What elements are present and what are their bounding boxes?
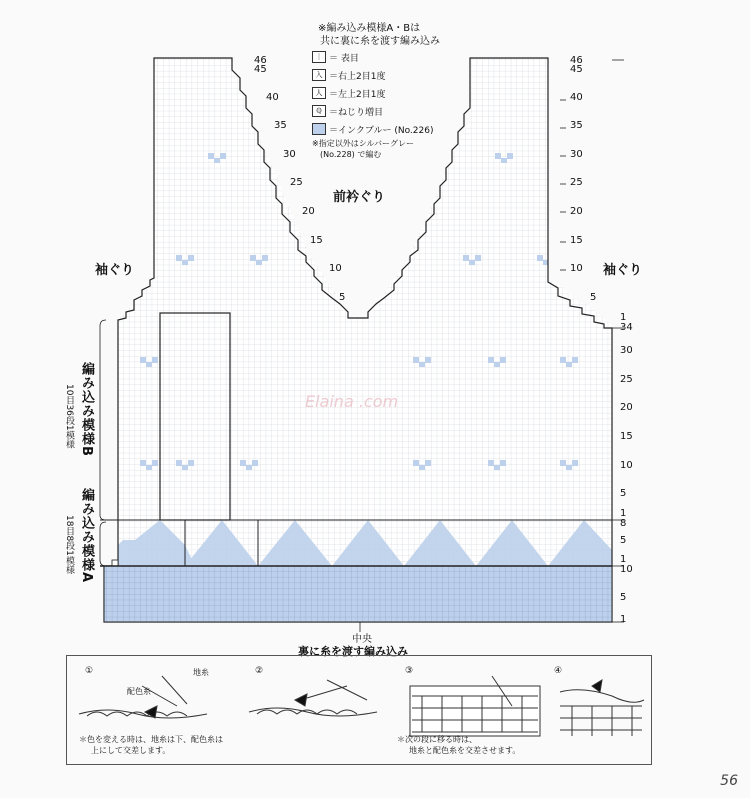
technique-box bbox=[66, 655, 652, 765]
row-number: 30 bbox=[283, 149, 296, 160]
step-number: ④ bbox=[554, 666, 563, 676]
legend-note-line2: (No.228) で編む bbox=[320, 150, 382, 159]
page-number: 56 bbox=[720, 773, 738, 789]
step-number: ② bbox=[255, 666, 264, 676]
row-number: 34 bbox=[620, 322, 633, 333]
armhole-label-right: 袖ぐり bbox=[603, 263, 643, 278]
row-number: 1 bbox=[620, 312, 627, 323]
row-number: 46 bbox=[254, 55, 267, 66]
row-number: 5 bbox=[620, 488, 627, 499]
row-number: 5 bbox=[620, 535, 627, 546]
row-number: 40 bbox=[570, 92, 583, 103]
row-number: 20 bbox=[620, 402, 633, 413]
row-number: 35 bbox=[274, 120, 287, 131]
row-number: 10 bbox=[620, 460, 633, 471]
row-number: 10 bbox=[620, 564, 633, 575]
row-number: 25 bbox=[620, 374, 633, 385]
row-number: 46 bbox=[570, 55, 583, 66]
contrast-yarn-label: 配色糸 bbox=[127, 687, 151, 696]
legend-text: ＝右上2目1度 bbox=[329, 71, 386, 82]
legend-text: ＝ねじり増目 bbox=[329, 107, 384, 118]
legend-title-line1: ※編み込み模様A・Bは bbox=[318, 23, 421, 34]
row-number: 25 bbox=[570, 177, 583, 188]
armhole-label-left: 袖ぐり bbox=[95, 263, 135, 278]
note-left-line2: 上にして交差します。 bbox=[91, 746, 171, 755]
knit-stitch-icon: ｜ bbox=[312, 51, 326, 63]
row-number: 5 bbox=[590, 292, 597, 303]
row-number: 45 bbox=[570, 64, 583, 75]
step-number: ① bbox=[85, 666, 94, 676]
increase-marker-icon bbox=[112, 560, 118, 566]
row-number: 1 bbox=[620, 614, 627, 625]
right-decrease-icon: 入 bbox=[312, 69, 326, 81]
twisted-increase-icon: ℚ bbox=[312, 105, 326, 117]
pattern-b-repeat: 10目36段1模様 bbox=[64, 384, 74, 449]
legend-title-line2: 共に裏に糸を渡す編み込み bbox=[320, 36, 440, 47]
pattern-a-label: 編み込み模様A bbox=[79, 488, 94, 584]
row-number: 8 bbox=[620, 518, 627, 529]
pattern-a-repeat: 18目8段1模様 bbox=[64, 515, 74, 574]
row-number: 40 bbox=[266, 92, 279, 103]
row-number: 1 bbox=[620, 508, 627, 519]
legend-text: ＝インクブルー (No.226) bbox=[329, 125, 434, 136]
row-number: 20 bbox=[570, 206, 583, 217]
row-number: 15 bbox=[620, 431, 633, 442]
pattern-b-label: 編み込み模様B bbox=[79, 362, 94, 457]
legend-text: ＝ 表目 bbox=[329, 53, 359, 64]
ribbing-area bbox=[104, 566, 612, 622]
note-right-line1: ＊次の段に移る時は、 bbox=[397, 735, 477, 744]
neckline-label: 前衿ぐり bbox=[333, 190, 386, 205]
row-number: 1 bbox=[620, 554, 627, 565]
note-right-line2: 地糸と配色糸を交差させます。 bbox=[409, 746, 521, 755]
row-number: 20 bbox=[302, 206, 315, 217]
legend-note-line1: ※指定以外はシルバーグレー bbox=[312, 139, 414, 148]
technique-title: 裏に糸を渡す編み込み bbox=[298, 645, 408, 658]
row-number: 5 bbox=[339, 292, 346, 303]
step-number: ③ bbox=[405, 666, 414, 676]
row-number: 10 bbox=[570, 263, 583, 274]
row-number: 25 bbox=[290, 177, 303, 188]
main-yarn-label: 地糸 bbox=[193, 668, 209, 677]
row-number: 15 bbox=[310, 235, 323, 246]
row-number: 5 bbox=[620, 592, 627, 603]
row-number: 10 bbox=[329, 263, 342, 274]
watermark: Elaina .com bbox=[305, 392, 399, 411]
row-number: 45 bbox=[254, 64, 267, 75]
legend-text: ＝左上2目1度 bbox=[329, 89, 386, 100]
left-decrease-icon: 人 bbox=[312, 87, 326, 99]
note-left-line1: ＊色を変える時は、地糸は下、配色糸は bbox=[79, 735, 223, 744]
note-left bbox=[79, 734, 223, 756]
row-number: 15 bbox=[570, 235, 583, 246]
center-label: 中央 bbox=[352, 634, 372, 645]
row-number: 30 bbox=[620, 345, 633, 356]
row-number: 35 bbox=[570, 120, 583, 131]
row-number: 30 bbox=[570, 149, 583, 160]
note-right bbox=[397, 734, 520, 756]
